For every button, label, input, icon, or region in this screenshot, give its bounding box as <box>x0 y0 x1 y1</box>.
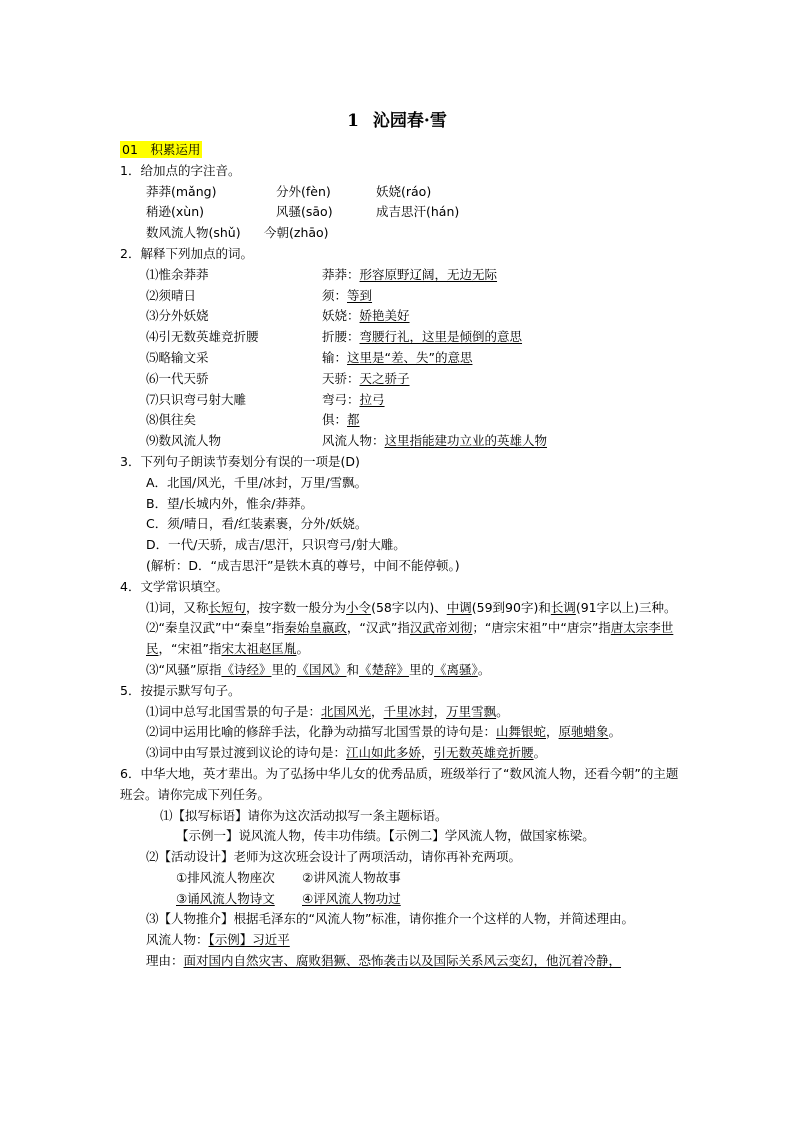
question-1-stem: 1．给加点的字注音。 <box>120 162 241 178</box>
definition-row <box>120 390 680 411</box>
option-a: A．北国/风光，千里/冰封，万里/雪飘。 <box>146 474 368 490</box>
answer-blank: 宋太祖赵匡胤 <box>221 641 297 657</box>
person-answer: 【示例】习近平 <box>208 932 290 948</box>
question-6-task-1: ⑴【拟写标语】请你为这次活动拟写一条主题标语。 <box>160 807 448 823</box>
pinyin-item: 莽莽(mǎng) <box>146 183 217 199</box>
page-title <box>0 106 794 131</box>
document-content <box>120 140 680 972</box>
answer-blank: 《国风》 <box>296 661 347 677</box>
term-phrase: ⑶分外妖娆 <box>146 308 209 324</box>
answer-blank: 千里冰封 <box>383 703 434 719</box>
question-5-part-1: ⑴词中总写北国雪景的句子是：北国风光，千里冰封，万里雪飘。 <box>146 703 509 719</box>
term-phrase: ⑼数风流人物 <box>146 433 222 449</box>
answer-blank: 这里是“差、失”的意思 <box>347 349 473 365</box>
question-4-part-3: ⑶“风骚”原指《诗经》里的《国风》和《楚辞》里的《离骚》。 <box>146 661 491 677</box>
reason-answer: 面对国内自然灾害、腐败猖獗、恐怖袭击以及国际关系风云变幻，他沉着冷静， <box>183 953 622 969</box>
question-5-part-2: ⑵词中运用比喻的修辞手法，化静为动描写北国雪景的诗句是：山舞银蛇，原驰蜡象。 <box>146 724 622 740</box>
term-definition: 俱：都 <box>322 412 360 428</box>
answer-blank: 等到 <box>347 287 373 303</box>
answer-blank: 天之骄子 <box>359 370 410 386</box>
answer-blank: 长短句 <box>208 599 247 615</box>
activity-answer: ③诵风流人物诗文 <box>176 890 275 906</box>
pinyin-item: 今朝(zhāo) <box>264 225 329 241</box>
definition-row <box>120 327 680 348</box>
answer-blank: 江山如此多娇 <box>346 745 422 761</box>
term-definition: 妖娆：娇艳美好 <box>322 308 410 324</box>
answer-blank: 唐太宗李世民 <box>146 620 674 657</box>
analysis-note: (解析：D．“成吉思汗”是铁木真的尊号，中间不能停顿。) <box>146 557 460 573</box>
question-6-task-2-options <box>120 868 680 889</box>
definition-row <box>120 265 680 286</box>
answer-blank: 山舞银蛇 <box>496 724 547 740</box>
answer-blank: 引无数英雄竞折腰 <box>433 745 534 761</box>
answer-blank: 娇艳美好 <box>359 308 410 324</box>
question-6-task-2-answers <box>120 889 680 910</box>
question-4-part-1: ⑴词，又称长短句，按字数一般分为小令(58字以内)、中调(59到90字)和长调(91字以上)三种。 <box>146 599 677 615</box>
answer-blank: 《诗经》 <box>221 661 272 677</box>
answer-blank: 弯腰行礼，这里是倾倒的意思 <box>359 329 523 345</box>
answer-blank: 都 <box>347 412 360 428</box>
term-definition: 弯弓：拉弓 <box>322 391 385 407</box>
lesson-number: 1 <box>347 111 359 131</box>
section-heading: 01 积累运用 <box>122 142 201 157</box>
question-5-part-3: ⑶词中由写景过渡到议论的诗句是：江山如此多娇，引无数英雄竞折腰。 <box>146 745 547 761</box>
question-1-row <box>120 202 680 223</box>
question-5-stem: 5．按提示默写句子。 <box>120 682 241 698</box>
term-definition: 折腰：弯腰行礼，这里是倾倒的意思 <box>322 329 523 345</box>
question-6-task-2: ⑵【活动设计】老师为这次班会设计了两项活动，请你再补充两项。 <box>146 849 522 865</box>
definition-row <box>120 410 680 431</box>
term-definition: 须：等到 <box>322 287 373 303</box>
answer-blank: 形容原野辽阔，无边无际 <box>359 266 498 282</box>
answer-blank: 长调 <box>550 599 576 615</box>
pinyin-item: 分外(fèn) <box>276 183 331 199</box>
term-definition: 莽莽：形容原野辽阔，无边无际 <box>322 266 498 282</box>
answer-blank: 这里指能建功立业的英雄人物 <box>384 433 548 449</box>
question-1-row <box>120 223 680 244</box>
lesson-title: 沁园春·雪 <box>372 111 447 131</box>
answer-blank: 万里雪飘 <box>446 703 497 719</box>
term-definition: 输：这里是“差、失”的意思 <box>322 349 473 365</box>
term-phrase: ⑵须晴日 <box>146 287 197 303</box>
answer-blank: 中调 <box>446 599 472 615</box>
definition-row <box>120 286 680 307</box>
answer-blank: 《离骚》 <box>434 661 478 677</box>
term-phrase: ⑺只识弯弓射大雕 <box>146 391 247 407</box>
option-c: C．须/晴日，看/红装素裹，分外/妖娆。 <box>146 516 368 532</box>
pinyin-item: 成吉思汗(hán) <box>376 204 460 220</box>
term-definition: 天骄：天之骄子 <box>322 370 410 386</box>
pinyin-item: 数风流人物(shǔ) <box>146 225 241 241</box>
person-line: 风流人物：【示例】习近平 <box>146 932 290 948</box>
definition-row <box>120 348 680 369</box>
question-1-row <box>120 182 680 203</box>
answer-blank: 拉弓 <box>359 391 385 407</box>
answer-blank: 《楚辞》 <box>359 661 410 677</box>
question-6-task-3: ⑶【人物推介】根据毛泽东的“风流人物”标准，请你推介一个这样的人物，并简述理由。 <box>146 911 634 927</box>
option-d: D．一代/天骄，成吉/思汗，只识弯弓/射大雕。 <box>146 537 406 553</box>
definition-row <box>120 306 680 327</box>
answer-blank: 汉武帝刘彻 <box>409 620 473 636</box>
question-2-list <box>120 265 680 452</box>
question-4-part-2: ⑵“秦皇汉武”中“秦皇”指秦始皇嬴政，“汉武”指汉武帝刘彻；“唐宗宋祖”中“唐宗”指唐太宗李世民，“宋祖”指宋太祖赵匡胤。 <box>146 620 674 657</box>
term-phrase: ⑹一代天骄 <box>146 370 209 386</box>
definition-row <box>120 431 680 452</box>
term-definition: 风流人物：这里指能建功立业的英雄人物 <box>322 433 548 449</box>
reason-line: 理由：面对国内自然灾害、腐败猖獗、恐怖袭击以及国际关系风云变幻，他沉着冷静， <box>146 953 622 969</box>
answer-blank: 小令 <box>346 599 372 615</box>
answer-blank: 北国风光 <box>321 703 372 719</box>
term-phrase: ⑴惟余莽莽 <box>146 266 209 282</box>
activity-item: ②讲风流人物故事 <box>302 869 401 885</box>
answer-blank: 秦始皇嬴政 <box>284 620 347 636</box>
term-phrase: ⑻俱往矣 <box>146 412 197 428</box>
definition-row <box>120 369 680 390</box>
question-3-stem: 3．下列句子朗读节奏划分有误的一项是(D) <box>120 453 360 469</box>
pinyin-item: 稍逊(xùn) <box>146 204 204 220</box>
question-2-stem: 2．解释下列加点的词。 <box>120 245 253 261</box>
pinyin-item: 妖娆(ráo) <box>376 183 432 199</box>
activity-answer: ④评风流人物功过 <box>302 890 401 906</box>
question-6-task-1-answer: 【示例一】说风流人物，传丰功伟绩。【示例二】学风流人物，做国家栋梁。 <box>176 828 595 844</box>
activity-item: ①排风流人物座次 <box>176 869 275 885</box>
answer-blank: 原驰蜡象 <box>558 724 609 740</box>
option-b: B．望/长城内外，惟余/莽莽。 <box>146 495 313 511</box>
term-phrase: ⑸略输文采 <box>146 349 209 365</box>
question-4-stem: 4．文学常识填空。 <box>120 578 228 594</box>
pinyin-item: 风骚(sāo) <box>276 204 333 220</box>
question-6-stem: 6．中华大地，英才辈出。为了弘扬中华儿女的优秀品质，班级举行了“数风流人物，还看今朝”的主题班会。请你完成下列任务。 <box>120 765 679 802</box>
term-phrase: ⑷引无数英雄竞折腰 <box>146 329 259 345</box>
